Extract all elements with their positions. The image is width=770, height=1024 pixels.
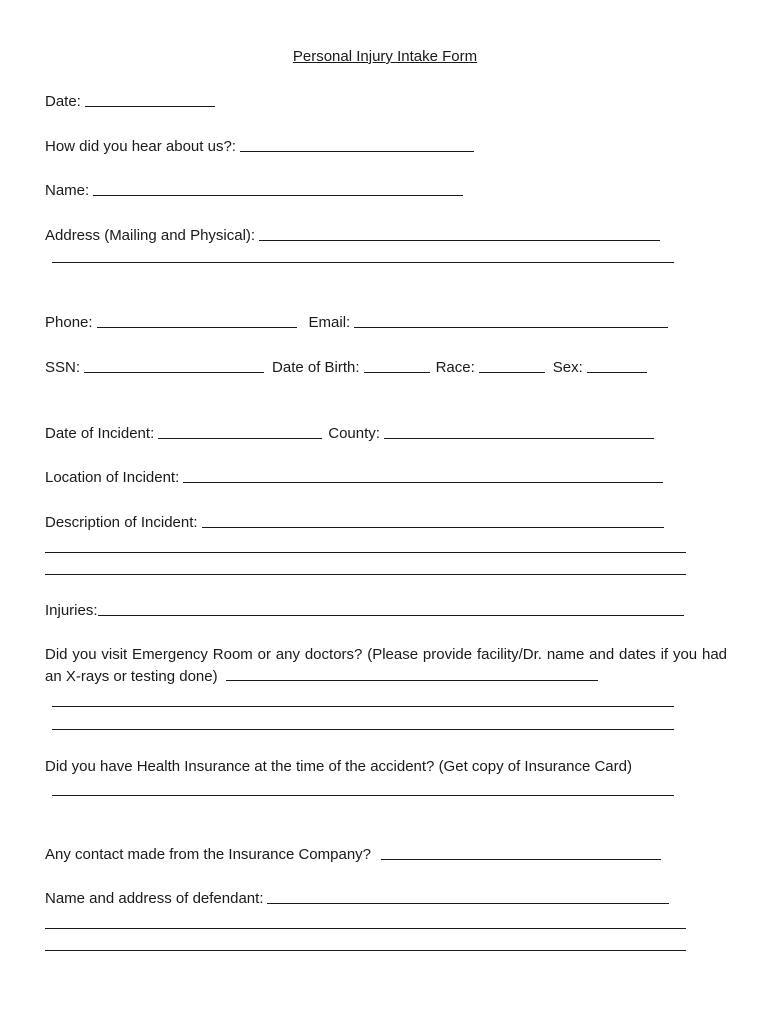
date-label: Date:	[45, 93, 81, 110]
description-field-line-3[interactable]	[45, 574, 686, 575]
defendant-field-line-3[interactable]	[45, 950, 686, 951]
insurance-row	[45, 755, 632, 775]
incident-date-row	[45, 422, 654, 442]
incident-date-field[interactable]	[158, 437, 322, 439]
contact-row	[45, 843, 661, 863]
description-field[interactable]	[202, 526, 664, 528]
address-field[interactable]	[259, 239, 660, 241]
defendant-field-line-2[interactable]	[45, 928, 686, 929]
er-field[interactable]	[226, 679, 598, 681]
county-label: County:	[328, 425, 380, 442]
injuries-row	[45, 599, 684, 619]
insurance-question-text: Did you have Health Insurance at the time of the accident? (Get copy of Insurance Card)	[45, 758, 632, 775]
name-row	[45, 179, 463, 199]
dob-field[interactable]	[364, 371, 430, 373]
er-question-text: Did you visit Emergency Room or any doctors? (Please provide facility/Dr. name and dates if you had an X-rays or testing done)	[45, 646, 727, 685]
er-question-block	[45, 644, 727, 688]
referral-row	[45, 135, 474, 155]
email-field[interactable]	[354, 326, 668, 328]
injuries-label: Injuries:	[45, 602, 98, 619]
race-label: Race:	[435, 359, 475, 376]
address-field-line-2[interactable]	[52, 262, 674, 263]
contact-field[interactable]	[381, 858, 661, 860]
description-row	[45, 511, 664, 531]
location-row	[45, 466, 663, 486]
defendant-field[interactable]	[267, 902, 669, 904]
phone-email-row	[45, 311, 668, 331]
referral-field[interactable]	[240, 150, 474, 152]
date-row	[45, 90, 215, 110]
contact-question-text: Any contact made from the Insurance Company?	[45, 846, 372, 863]
location-field[interactable]	[183, 481, 663, 483]
defendant-label: Name and address of defendant:	[45, 890, 264, 907]
injuries-field[interactable]	[98, 614, 684, 616]
er-field-line-2[interactable]	[52, 706, 674, 707]
description-field-line-2[interactable]	[45, 552, 686, 553]
sex-label: Sex:	[552, 359, 583, 376]
referral-label: How did you hear about us?:	[45, 138, 236, 155]
incident-date-label: Date of Incident:	[45, 425, 155, 442]
location-label: Location of Incident:	[45, 469, 180, 486]
phone-field[interactable]	[97, 326, 297, 328]
race-field[interactable]	[479, 371, 545, 373]
er-field-line-3[interactable]	[52, 729, 674, 730]
email-label: Email:	[308, 314, 351, 331]
ssn-dob-row	[45, 356, 647, 376]
date-field[interactable]	[85, 105, 215, 107]
address-label: Address (Mailing and Physical):	[45, 227, 256, 244]
address-row	[45, 224, 660, 244]
ssn-field[interactable]	[84, 371, 264, 373]
phone-label: Phone:	[45, 314, 93, 331]
insurance-field[interactable]	[52, 795, 674, 796]
name-label: Name:	[45, 182, 90, 199]
defendant-row	[45, 887, 669, 907]
dob-label: Date of Birth:	[272, 359, 360, 376]
name-field[interactable]	[93, 194, 463, 196]
county-field[interactable]	[384, 437, 654, 439]
form-title: Personal Injury Intake Form	[292, 48, 478, 65]
description-label: Description of Incident:	[45, 514, 198, 531]
sex-field[interactable]	[587, 371, 647, 373]
ssn-label: SSN:	[45, 359, 81, 376]
